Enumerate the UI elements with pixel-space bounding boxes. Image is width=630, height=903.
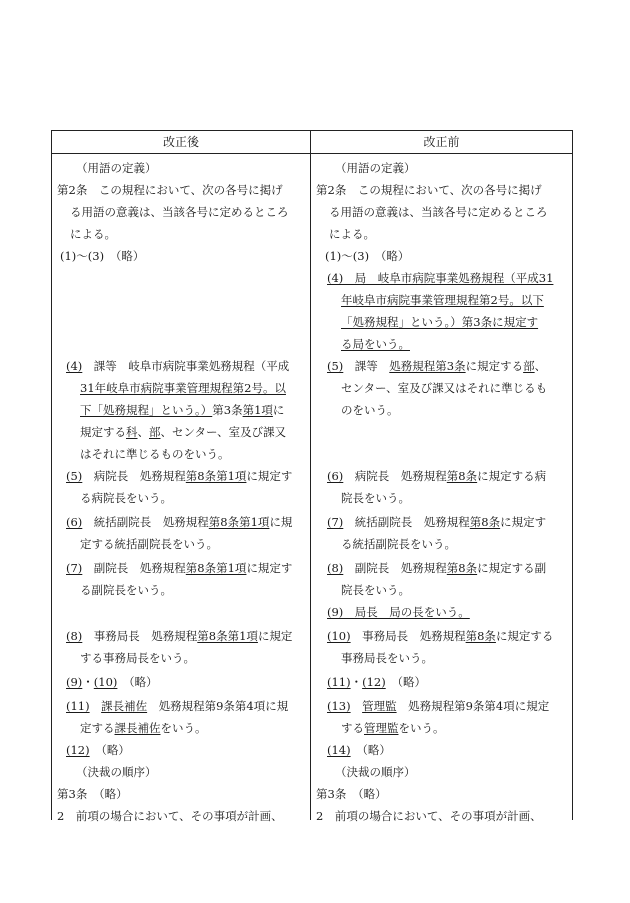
- amended-text: (10): [93, 675, 118, 689]
- before-text-line: [327, 465, 546, 487]
- text-run: センター、室及び課又はそれに準じるも: [341, 381, 548, 395]
- after-text-line: [66, 465, 292, 487]
- before-text-line: [316, 805, 542, 827]
- text-run: [90, 699, 102, 713]
- text-run: (1)～(3) （略）: [60, 249, 145, 263]
- amended-text: (6): [327, 469, 344, 483]
- before-text-line: [341, 717, 445, 739]
- amended-text: 第8条第1項: [197, 629, 258, 643]
- text-run: 病院長 処務規程: [343, 469, 447, 483]
- after-text-line: [80, 647, 195, 669]
- after-text-line: [80, 487, 172, 509]
- comparison-table: [51, 130, 573, 823]
- text-run: 定する: [80, 721, 115, 735]
- header-after-revision: 改正後: [162, 135, 199, 149]
- after-text-line: [57, 783, 128, 805]
- text-run: に規定す: [246, 469, 293, 483]
- amended-text: 31年岐阜市病院事業管理規程第2号。以: [80, 381, 286, 395]
- amended-text: (4) 局 岐阜市病院事業処務規程（平成31: [327, 271, 554, 285]
- amended-text: 管理監: [362, 699, 397, 713]
- before-text-line: [341, 377, 547, 399]
- after-text-line: [57, 805, 283, 827]
- before-text-line: [327, 355, 546, 377]
- text-run: 第3条 （略）: [316, 787, 387, 801]
- text-run: （用語の定義）: [335, 161, 416, 175]
- text-run: 2 前項の場合において、その事項が計画、: [316, 809, 542, 823]
- text-run: 病院長 処務規程: [82, 469, 186, 483]
- text-run: 規定する: [80, 425, 126, 439]
- amended-text: 年岐阜市病院事業管理規程第2号。以下: [341, 293, 544, 307]
- amended-text: (7): [66, 561, 83, 575]
- before-text-line: [327, 625, 553, 647]
- after-text-line: [66, 671, 158, 693]
- text-run: る副院長をいう。: [80, 583, 172, 597]
- after-text-line: [80, 443, 230, 465]
- text-run: による。: [70, 227, 116, 241]
- text-run: 統括副院長 処務規程: [343, 515, 470, 529]
- text-run: （決裁の順序）: [335, 765, 416, 779]
- amended-text: (8): [327, 561, 344, 575]
- before-text-line: [335, 157, 416, 179]
- amended-text: 部: [523, 359, 535, 373]
- before-text-line: [341, 333, 410, 355]
- before-text-line: [329, 201, 548, 223]
- before-text-line: [327, 671, 426, 693]
- text-run: に規定す: [500, 515, 547, 529]
- after-text-line: [70, 201, 289, 223]
- before-text-line: [316, 783, 387, 805]
- text-run: 事務局長をいう。: [341, 651, 433, 665]
- amended-text: (9): [66, 675, 83, 689]
- amended-text: (5): [66, 469, 83, 483]
- text-run: はそれに準じるものをいう。: [80, 447, 230, 461]
- after-text-line: [57, 179, 283, 201]
- after-text-line: [66, 739, 130, 761]
- amended-text: (12): [66, 743, 90, 757]
- amended-text: (14): [327, 743, 351, 757]
- before-text-line: [325, 245, 409, 267]
- column-before-revision: [311, 131, 572, 823]
- text-run: （略）: [117, 675, 158, 689]
- text-run: 、: [137, 425, 149, 439]
- after-text-line: [70, 223, 116, 245]
- text-run: 事務局長 処務規程: [82, 629, 198, 643]
- text-run: 定する統括副院長をいう。: [80, 537, 218, 551]
- after-text-line: [60, 245, 144, 267]
- text-run: ・: [82, 675, 94, 689]
- before-text-line: [327, 511, 546, 533]
- text-run: のをいう。: [341, 403, 399, 417]
- after-text-line: [80, 717, 207, 739]
- text-run: に規定する: [465, 359, 524, 373]
- before-text-line: [327, 601, 470, 623]
- amended-text: (10): [327, 629, 351, 643]
- after-text-line: [80, 377, 286, 399]
- text-run: る統括副院長をいう。: [341, 537, 456, 551]
- text-run: 院長をいう。: [341, 491, 410, 505]
- after-text-line: [66, 355, 289, 377]
- amended-text: (4): [66, 359, 83, 373]
- text-run: 課等: [343, 359, 390, 373]
- after-text-line: [80, 399, 284, 421]
- after-text-line: [66, 625, 292, 647]
- text-run: をいう。: [398, 721, 445, 735]
- text-run: 副院長 処務規程: [82, 561, 186, 575]
- before-text-line: [327, 557, 546, 579]
- before-text-line: [335, 761, 416, 783]
- before-text-line: [341, 533, 456, 555]
- text-run: に: [272, 403, 285, 417]
- amended-text: 第8条: [446, 469, 478, 483]
- before-text-line: [341, 311, 538, 333]
- text-run: （略）: [385, 675, 426, 689]
- before-text-line: [327, 695, 549, 717]
- amended-text: (5): [327, 359, 344, 373]
- text-run: 、: [534, 359, 547, 373]
- text-run: に規定: [257, 629, 293, 643]
- after-text-line: [66, 511, 292, 533]
- amended-text: 科: [126, 425, 138, 439]
- amended-text: (12): [362, 675, 386, 689]
- amended-text: 第8条第1項: [185, 469, 247, 483]
- before-text-line: [316, 179, 542, 201]
- after-text-line: [66, 695, 288, 717]
- before-text-line: [341, 289, 544, 311]
- amended-text: (7): [327, 515, 344, 529]
- text-run: る病院長をいう。: [80, 491, 172, 505]
- before-text-line: [327, 739, 391, 761]
- after-text-line: [80, 579, 172, 601]
- after-text-line: [76, 761, 157, 783]
- before-text-line: [341, 399, 399, 421]
- text-run: 処務規程第9条第4項に規: [147, 699, 289, 713]
- text-run: 院長をいう。: [341, 583, 410, 597]
- amended-text: 第1項: [242, 403, 273, 417]
- amended-text: 部: [149, 425, 161, 439]
- amended-text: 処務規程第3条: [389, 359, 466, 373]
- text-run: (1)～(3) （略）: [325, 249, 410, 263]
- before-text-line: [329, 223, 375, 245]
- text-run: [351, 699, 363, 713]
- amended-text: (8): [66, 629, 83, 643]
- text-run: に規: [269, 515, 293, 529]
- header-before-revision: 改正前: [423, 135, 460, 149]
- amended-text: 「処務規程」という。）第3条に規定す: [341, 315, 539, 329]
- amended-text: (11): [327, 675, 351, 689]
- amended-text: 課長補佐: [114, 721, 161, 735]
- text-run: 第3条: [212, 403, 243, 417]
- text-run: 第3条 （略）: [57, 787, 128, 801]
- amended-text: 下「処務規程」という。）: [80, 403, 213, 417]
- after-text-line: [80, 533, 218, 555]
- text-run: 処務規程第9条第4項に規定: [396, 699, 550, 713]
- text-run: ・: [350, 675, 363, 689]
- text-run: （用語の定義）: [76, 161, 157, 175]
- text-run: に規定する: [495, 629, 554, 643]
- text-run: 課等 岐阜市病院事業処務規程（平成: [82, 359, 290, 373]
- text-run: に規定する副: [477, 561, 547, 575]
- column-after-revision: [52, 131, 310, 823]
- text-run: 事務局長 処務規程: [350, 629, 466, 643]
- text-run: 、センター、室及び課又: [160, 425, 287, 439]
- text-run: による。: [329, 227, 375, 241]
- amended-text: る局をいう。: [341, 337, 410, 351]
- before-text-line: [327, 267, 553, 289]
- amended-text: 第8条: [465, 629, 496, 643]
- amended-text: 管理監: [364, 721, 399, 735]
- text-run: （略）: [350, 743, 391, 757]
- amended-text: (11): [66, 699, 90, 713]
- text-run: に規定する病: [477, 469, 547, 483]
- text-run: する事務局長をいう。: [80, 651, 195, 665]
- text-run: 2 前項の場合において、その事項が計画、: [57, 809, 283, 823]
- before-text-line: [341, 647, 433, 669]
- amended-text: (9) 局長 局の長をいう。: [327, 605, 470, 619]
- amended-text: (13): [327, 699, 351, 713]
- after-text-line: [76, 157, 157, 179]
- amended-text: 第8条: [446, 561, 478, 575]
- text-run: をいう。: [160, 721, 207, 735]
- text-run: 副院長 処務規程: [343, 561, 447, 575]
- text-run: 第2条 この規程において、次の各号に掲げ: [57, 183, 283, 197]
- text-run: （決裁の順序）: [76, 765, 157, 779]
- amended-text: 第8条: [469, 515, 501, 529]
- before-text-line: [341, 487, 410, 509]
- text-run: する: [341, 721, 364, 735]
- amended-text: (6): [66, 515, 83, 529]
- before-text-line: [341, 579, 410, 601]
- text-run: （略）: [89, 743, 130, 757]
- amended-text: 課長補佐: [101, 699, 148, 713]
- after-text-line: [66, 557, 292, 579]
- text-run: 第2条 この規程において、次の各号に掲げ: [316, 183, 542, 197]
- text-run: る用語の意義は、当該各号に定めるところ: [329, 205, 548, 219]
- after-text-line: [80, 421, 286, 443]
- text-run: る用語の意義は、当該各号に定めるところ: [70, 205, 289, 219]
- amended-text: 第8条第1項: [208, 515, 270, 529]
- text-run: に規定す: [246, 561, 293, 575]
- amended-text: 第8条第1項: [185, 561, 247, 575]
- text-run: 統括副院長 処務規程: [82, 515, 209, 529]
